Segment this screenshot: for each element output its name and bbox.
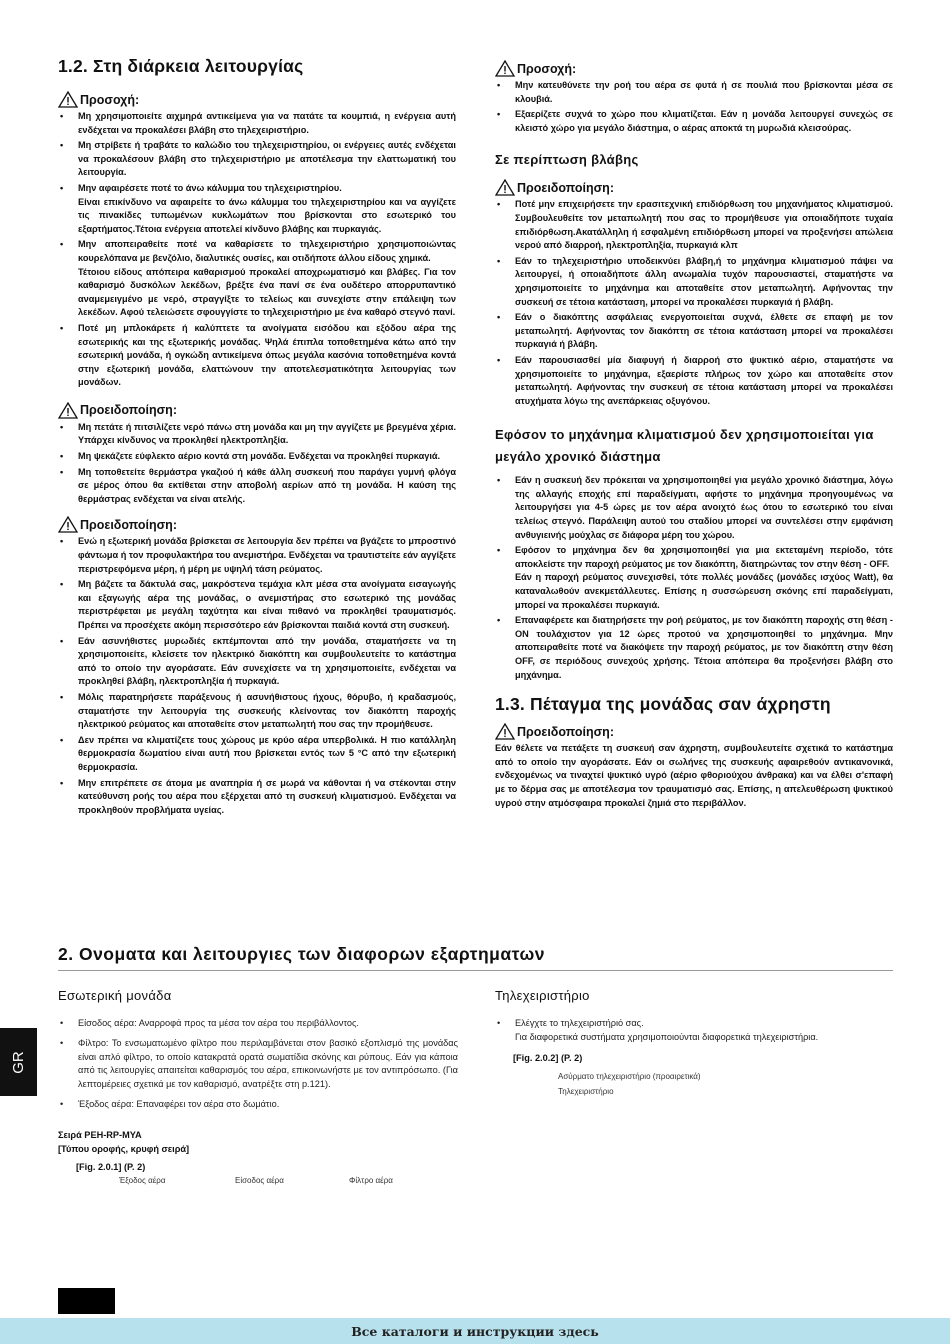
figure-label: Ασύρματο τηλεχειριστήριο (προαιρετικά) <box>558 1071 701 1081</box>
unused-list <box>495 474 893 682</box>
warning-triangle-icon <box>495 723 515 740</box>
list-item: • Φίλτρο: Το ενσωματωμένο φίλτρο που περιλαμβάνεται στον βασικό εξοπλισμό της μονάδας είναι απλό φίλτρο, το οποίο κατακρατά ορατά σωματίδια σκόνης και ρύπους. Εάν για κάποια από τις λειτουργίες απαιτείται καθαρισμός του αέρα, επικοινωνήστε με τον αντιπρόσωπο. (Για λεπτομέρειες σχετικά με τον καθαρισμό, ανατρέξτε στη p.121). <box>58 1037 458 1092</box>
indoor-unit-column <box>58 988 458 1190</box>
list-item: • Εάν ο διακόπτης ασφάλειας ενεργοποιείται συχνά, έλθετε σε επαφή με τον μεταπωλητή. Αφήνοντας τον διακόπτη σε τέτοια κατάσταση μπορεί να προκαλέσει πυρκαγιά ή βλάβη. <box>495 311 893 352</box>
list-item: • Εάν το τηλεχειριστήριο υποδεικνύει βλάβη,ή το μηχάνημα κλιματισμού πάψει να λειτουργεί, ή οποιαδήποτε άλλη ανωμαλία τυχόν παρουσιαστεί, σταματήστε να χρησιμοποιείτε το μηχάνημα και αποταθείτε στον μεταπωλητή. Αφήνοντας την συσκευή σε τέτοια κατάσταση, μπορεί να προκαλέσει πυρκαγιά ή βλάβη. <box>495 255 893 309</box>
section-heading-1-2: 1.2. Στη διάρκεια λειτουργίας <box>58 56 304 76</box>
caution-heading: Προσοχή: <box>58 91 456 108</box>
section-2-title: 2. Ονοματα και λειτουργιες των διαφορων εξαρτηματων <box>58 944 893 971</box>
list-item: • Δεν πρέπει να κλιματίζετε τους χώρους με κρύο αέρα υπερβολικά. Η πιο κατάλληλη θερμοκρασία δωματίου είναι αυτή που βρίσκεται εντός των 5 °C από την εξωτερική θερμοκρασία. <box>58 734 456 775</box>
list-item: • Μην κατευθύνετε την ροή του αέρα σε φυτά ή σε πουλιά που βρίσκονται μέσα σε κλουβιά. <box>495 79 893 106</box>
warning-triangle-icon <box>58 516 78 533</box>
warning-heading: Προειδοποίηση: <box>58 516 456 533</box>
list-item: • Μην αποπειραθείτε ποτέ να καθαρίσετε το τηλεχειριστήριο χρησιμοποιώντας κουρελόπανα με βενζόλιο, διαλυτικές ουσίες, και οτιδήποτε άλλου είδους χημικά. Τέτοιου είδους απόπειρα καθαρισμού προκαλεί αποχρωματισμό και βλάβες. Για τον καθαρισμό δυσκόλων λεκέδων, βρέξτε ένα πανί σε ένα ουδέτερο απορρυπαντικό αναμεμειγμένο με νερό, στραγγίξτε το τελείως και συνεχίστε στην επάλειψη των λεκέδων. Αφού τελειώσετε σφουγγίστε το τηλεχειριστήριο με ένα καθαρό στεγνό πανί. <box>58 238 456 320</box>
fault-heading: Σε περίπτωση βλάβης <box>495 152 639 168</box>
footer-banner <box>0 1318 950 1344</box>
list-item: • Μη βάζετε τα δάκτυλά σας, μακρόστενα τεμάχια κλπ μέσα στα ανοίγματα εισαγωγής και εξαγωγής αέρα της μονάδας, ο ανεμιστήρας στο εσωτερικό της μονάδας περιστρέφεται με μεγάλη ταχύτητα και είναι πιθανό να προκληθεί τραυματισμός. Πρέπει να προσέχετε ακόμη περισσότερο εάν βρίσκονται παιδιά κοντά στη συσκευή. <box>58 578 456 632</box>
left-column <box>58 56 456 819</box>
list-item: • Εάν ασυνήθιστες μυρωδιές εκπέμπονται από την μονάδα, σταματήσετε να τη χρησιμοποιείτε, κλείσετε τον ηλεκτρικό διακόπτη και συμβουλευτείτε το κατάστημα από το οποίο την αγοράσατε. Εάν συνεχίσετε να τη χρησιμοποιείτε, ενδέχεται να προκληθεί βλάβη, ηλεκτροπληξία ή πυρκαγιά. <box>58 635 456 689</box>
caution-list <box>495 79 893 135</box>
list-item: • Είσοδος αέρα: Αναρροφά προς τα μέσα τον αέρα του περιβάλλοντος. <box>58 1017 458 1031</box>
list-item: • Μη στρίβετε ή τραβάτε το καλώδιο του τηλεχειριστηρίου, οι ενέργειες αυτές ενδέχεται να προκαλέσουν βλάβη στο τηλεχειριστήριο με αποτέλεσμα την ελαττωματική του λειτουργία. <box>58 139 456 180</box>
series-name: Σειρά PEH-RP-MYA <box>58 1129 142 1140</box>
list-item: • Εάν η συσκευή δεν πρόκειται να χρησιμοποιηθεί για μεγάλο χρονικό διάστημα, λόγω της αλλαγής εποχής επί παραδείγματι, αφήστε το μηχάνημα προηγουμένως να λειτουργήσει για 4-5 ώρες με τον αέρα ανοιχτό έως ότου το εσωτερικό του είναι τελείως στεγνό. Παράλειψη αυτού του σταδίου μπορεί να συντελέσει στην εμφάνιση ανθυγιεινής μούχλας σε διάφορα μέρη του χώρου. <box>495 474 893 542</box>
warning-heading: Προειδοποίηση: <box>495 723 893 740</box>
warning-list <box>58 421 456 507</box>
section-heading-1-3: 1.3. Πέταγμα της μονάδας σαν άχρηστη <box>495 694 831 715</box>
list-item: • Εξαερίζετε συχνά το χώρο που κλιματίζεται. Εάν η μονάδα λειτουργεί συνεχώς σε κλειστό χώρο για μεγάλο διάστημα, ο αέρας αποκτά τη μυρωδιά κλεισούρας. <box>495 108 893 135</box>
right-column <box>495 60 893 810</box>
page-number-box <box>58 1288 115 1314</box>
figure-label: Έξοδος αέρα <box>119 1175 166 1185</box>
disposal-paragraph: Εάν θέλετε να πετάξετε τη συσκευή σαν άχρηστη, συμβουλευτείτε σχετικά το κατάστημα από το οποίο την αγοράσατε. Εάν οι σωλήνες της συσκευής αφαιρεθούν αντικανονικά, ενδεχομένως να τιναχτεί ψυκτικό υγρό (αέριο φθοριούχου άνθρακα) και να έλθει σ'επαφή με το δέρμα σας με αποτέλεσμα τον τραυματισμό σας. Επίσης, η απελευθέρωση ψυκτικού υγρού στην ατμόσφαιρα προκαλεί ζημιά στο περιβάλλον. <box>495 743 893 808</box>
warning-heading: Προειδοποίηση: <box>495 179 893 196</box>
list-item: • Μη χρησιμοποιείτε αιχμηρά αντικείμενα για να πατάτε τα κουμπιά, η ενέργεια αυτή ενδέχεται να προκαλέσει βλάβη στο τηλεχειριστήριο. <box>58 110 456 137</box>
section-2 <box>58 944 893 1185</box>
remote-control-list <box>495 1017 895 1045</box>
warning-triangle-icon <box>58 402 78 419</box>
list-item: • Εφόσον το μηχάνημα δεν θα χρησιμοποιηθεί για μια εκτεταμένη περίοδο, τότε αποκλείστε την παροχή ρεύματος με τον διακόπτη, διατηρώντας τον στην θέση - OFF. Εάν η παροχή ρεύματος συνεχισθεί, τότε πολλές μονάδες (μονάδες ισχύος Watt), θα καταναλωθούν ανεκμετάλλευτες. Επίσης η συσσώρευση σκόνης επί παραδείγματι, μπορεί να προκαλέσει πυρκαγιά. <box>495 544 893 612</box>
warning-list <box>495 198 893 408</box>
list-item: • Επαναφέρετε και διατηρήσετε την ροή ρεύματος, με τον διακόπτη παροχής στη θέση - ON τουλάχιστον για 12 ώρες προτού να χρησιμοποιηθεί το μηχάνημα. Μην αποπειραθείτε ποτέ να διακόψετε την παροχή ρεύματος, με τον διακόπτη στην θέση OFF, σε περιόδους συνεχούς χρήσης. Τέτοια απόπειρα θα προξενήσει βλάβη στο μηχάνημα. <box>495 614 893 682</box>
figure-label: Τηλεχειριστήριο <box>558 1086 614 1096</box>
list-item: • Μόλις παρατηρήσετε παράξενους ή ασυνήθιστους ήχους, θόρυβο, ή κραδασμούς, σταματήστε την λειτουργία της συσκευής κλείνοντας τον διακόπτη παροχής ηλεκτρικού ρεύματος και αποταθείτε στον μεταπωλητή που σας την προμήθευσε. <box>58 691 456 732</box>
warning-triangle-icon <box>58 91 78 108</box>
indoor-unit-heading: Εσωτερική μονάδα <box>58 988 172 1003</box>
list-item: • Εάν παρουσιασθεί μία διαφυγή ή διαρροή στο ψυκτικό αέριο, σταματήστε να χρησιμοποιείτε το μηχάνημα, εξαερίστε πλήρως τον χώρο και αποταθείτε στον μεταπωλητή. Αφήνοντας την συσκευή σε τέτοια κατάσταση μπορεί να προκαλέσει ατυχήματα λόγω της ανεπάρκειας οξυγόνου. <box>495 354 893 408</box>
list-item: • Ποτέ μη μπλοκάρετε ή καλύπτετε τα ανοίγματα εισόδου και εξόδου αέρα της εσωτερικής και της εξωτερικής μονάδας. Ψηλά έπιπλα τοποθετημένα κάτω από την εσωτερική μονάδα, ή ογκώδη αντικείμενα όπως μεγάλα κασόνια τοποθετημένα κοντά στην εξωτερική μονάδα, ελαττώνουν την αποτελεσματικότητα λειτουργίας των μονάδων. <box>58 322 456 390</box>
series-type: [Τύπου οροφής, κρυφή σειρά] <box>58 1143 190 1154</box>
list-item: • Μη τοποθετείτε θερμάστρα γκαζιού ή κάθε άλλη συσκευή που παράγει γυμνή φλόγα σε μέρος όπου θα εκτίθεται στην αποβολή αερίων από τη μονάδα. Η καύση της θερμάστρας ενδέχεται να είναι ατελής. <box>58 466 456 507</box>
remote-control-heading: Τηλεχειριστήριο <box>495 988 590 1003</box>
warning-triangle-icon <box>495 60 515 77</box>
indoor-unit-list <box>58 1017 458 1112</box>
warning-triangle-icon <box>495 179 515 196</box>
list-item: • Μην αφαιρέσετε ποτέ το άνω κάλυμμα του τηλεχειριστηρίου. Είναι επικίνδυνο να αφαιρείτε το άνω κάλυμμα του τηλεχειριστηρίου και να αγγίζετε τις πινακίδες τυπωμένων κυκλωμάτων που βρίσκονται στο εσωτερικό του εξαρτήματος.Τέτοια ενέργεια αποτελεί κίνδυνο βλάβης και πυρκαγιάς. <box>58 182 456 236</box>
figure-reference: [Fig. 2.0.2] (P. 2) <box>513 1052 583 1063</box>
figure-labels <box>495 1069 895 1099</box>
figure-labels <box>58 1176 458 1190</box>
list-item: • Μην επιτρέπετε σε άτομα με αναπηρία ή σε μωρά να κάθονται ή να στέκονται στην κατεύθυνση ροής του αέρα που εξέρχεται από τη συσκευή κλιματισμού. Ενδέχεται να προκληθούν προβλήματα υγείας. <box>58 777 456 818</box>
list-item: • Μη πετάτε ή πιτσιλίζετε νερό πάνω στη μονάδα και μη την αγγίζετε με βρεγμένα χέρια. Υπάρχει κίνδυνος να προκληθεί ηλεκτροπληξία. <box>58 421 456 448</box>
figure-reference: [Fig. 2.0.1] (P. 2) <box>76 1161 146 1172</box>
list-item: • Έξοδος αέρα: Επαναφέρει τον αέρα στο δωμάτιο. <box>58 1098 458 1112</box>
footer-link[interactable]: Все каталоги и инструкции здесь <box>351 1323 599 1339</box>
list-item: • Ελέγχτε το τηλεχειριστήριό σας. Για διαφορετικά συστήματα χρησιμοποιούνται διαφορετικά τηλεχειριστήρια. <box>495 1017 895 1045</box>
unused-heading: Εφόσον το μηχάνημα κλιματισμού δεν χρησιμοποιείται για μεγάλο χρονικό διάστημα <box>495 427 874 465</box>
warning-heading: Προειδοποίηση: <box>58 402 456 419</box>
remote-control-column <box>495 988 895 1099</box>
figure-label: Φίλτρο αέρα <box>349 1175 393 1185</box>
list-item: • Ενώ η εξωτερική μονάδα βρίσκεται σε λειτουργία δεν πρέπει να βγάζετε το μπροστινό φάντωμα ή τον προφυλακτήρα του ανεμιστήρα. Ενδέχεται να τραυτιστείτε εάν αγγίξετε περιστρεφόμενα μέρη, ή μέρη με υψηλή τάση ρεύματος. <box>58 535 456 576</box>
caution-list <box>58 110 456 390</box>
list-item: • Μη ψεκάζετε εύφλεκτο αέριο κοντά στη μονάδα. Ενδέχεται να προκληθεί πυρκαγιά. <box>58 450 456 464</box>
language-tab: GR <box>0 1028 37 1096</box>
figure-label: Είσοδος αέρα <box>235 1175 284 1185</box>
warning-list <box>58 535 456 817</box>
list-item: • Ποτέ μην επιχειρήσετε την ερασιτεχνική επιδιόρθωση του μηχανήματος κλιματισμού. Συμβουλευθείτε τον μεταπωλητή που σας το προμήθευσε για οποιαδήποτε τυχαία επιδιόρθωση.Ακατάλληλη ή εσφαλμένη επιδιόρθωση μπορεί να προξενήσει απώλεια νερού από διαρροή, ηλεκτροπληξία, πυρκαγιά κλπ <box>495 198 893 252</box>
caution-heading: Προσοχή: <box>495 60 893 77</box>
